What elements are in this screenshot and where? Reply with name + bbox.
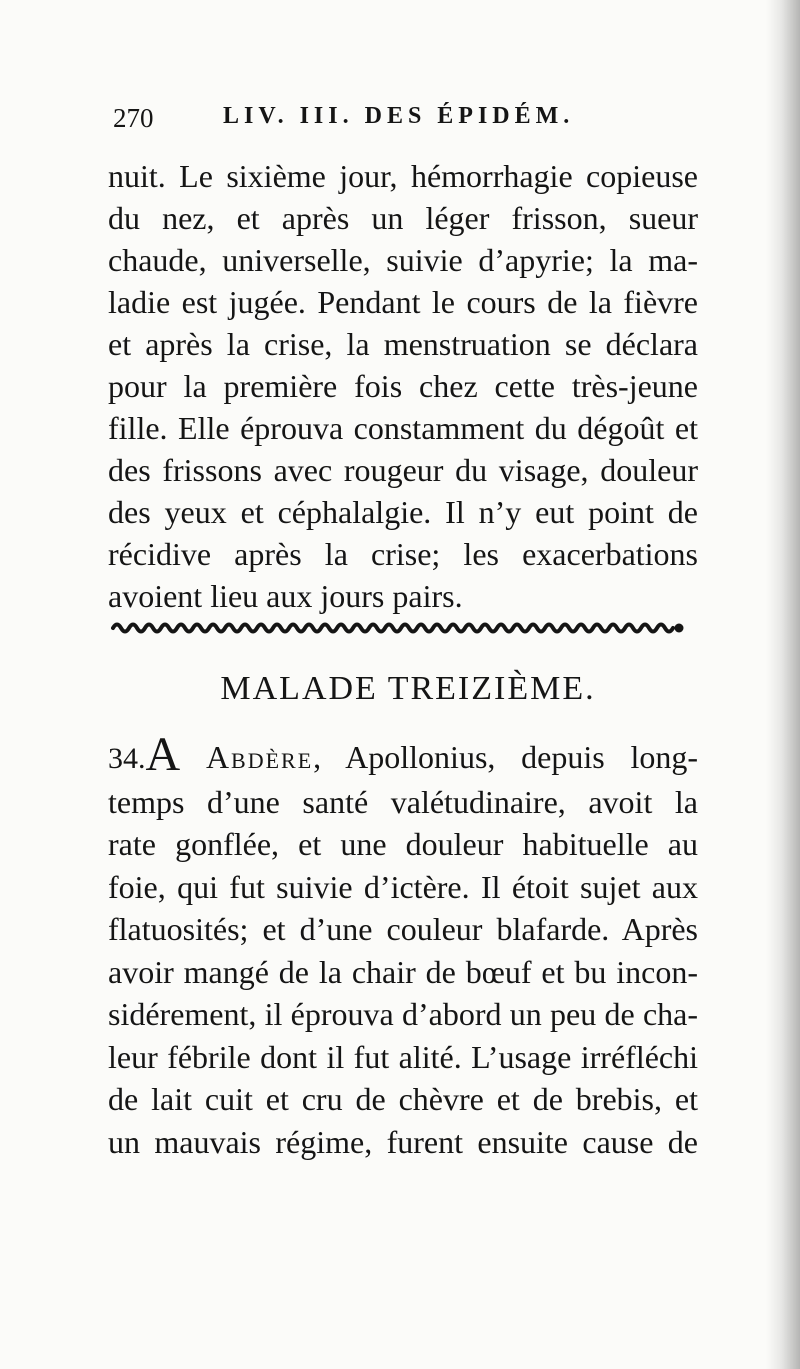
running-head xyxy=(113,103,703,143)
place-name: Abdère xyxy=(205,739,314,775)
text-line: des frissons avec rougeur du visage, douleur xyxy=(108,452,698,488)
text-line: foie, qui fut suivie d’ictère. Il étoit sujet aux xyxy=(108,868,698,905)
wave-ornament-icon xyxy=(111,617,685,639)
drop-initial: A xyxy=(145,728,181,781)
section-paragraph xyxy=(108,728,699,1163)
text-line: récidive après la crise; les exacerbations xyxy=(108,536,698,572)
page-gutter-shadow xyxy=(766,0,800,1369)
page-number: 270 xyxy=(113,103,154,133)
text-line: de lait cuit et cru de chèvre et de brebis, et xyxy=(108,1081,698,1117)
text-line: flatuosités; et d’une couleur blafarde. Après xyxy=(108,911,698,947)
text-line: et après la crise, la menstruation se déclara xyxy=(108,326,698,362)
text-line-last: avoient lieu aux jours pairs. xyxy=(108,578,463,614)
text-line: des yeux et céphalalgie. Il n’y eut point de xyxy=(108,494,698,530)
text-line: fille. Elle éprouva constamment du dégoût et xyxy=(108,410,698,446)
running-title: LIV. III. DES ÉPIDÉM. xyxy=(223,103,575,129)
text-line: nuit. Le sixième jour, hémorrhagie copieuse xyxy=(108,158,698,194)
text-line: un mauvais régime, furent ensuite cause de xyxy=(108,1123,698,1160)
decorative-rule xyxy=(111,617,685,639)
text-line: chaude, universelle, suivie d’apyrie; la ma- xyxy=(108,242,698,278)
text-line: ladie est jugée. Pendant le cours de la fièvre xyxy=(108,284,698,320)
section-heading: MALADE TREIZIÈME. xyxy=(220,670,596,707)
text-line: leur fébrile dont il fut alité. L’usage irréfléchi xyxy=(108,1038,698,1075)
paragraph-number: 34. xyxy=(108,742,146,775)
text-line: temps d’une santé valétudinaire, avoit la xyxy=(108,783,698,820)
text-line: avoir mangé de la chair de bœuf et bu incon- xyxy=(108,953,698,990)
text-line: pour la première fois chez cette très-jeune xyxy=(108,368,698,404)
text-line: rate gonflée, et une douleur habituelle au xyxy=(108,826,698,862)
text-line: du nez, et après un léger frisson, sueur xyxy=(108,200,698,236)
continued-paragraph xyxy=(108,155,698,617)
text-line: sidérement, il éprouva d’abord un peu de cha- xyxy=(108,996,698,1032)
first-line xyxy=(108,728,699,781)
first-line-rest: , Apollonius, depuis long- xyxy=(313,739,699,775)
